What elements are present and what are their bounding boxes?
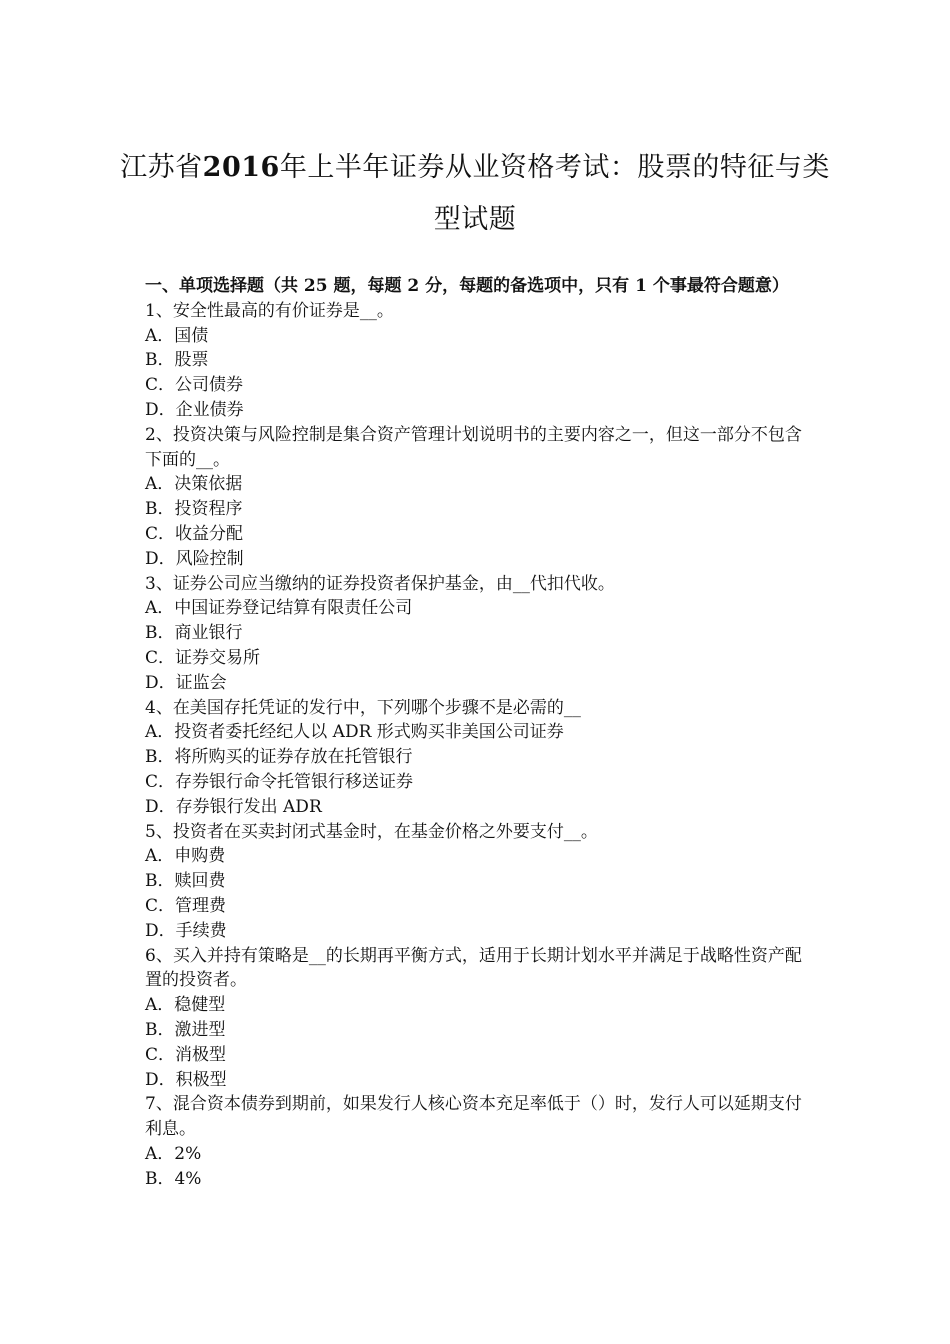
- answer-option: C．存券银行命令托管银行移送证券: [145, 771, 414, 792]
- answer-option: A．投资者委托经纪人以 ADR 形式购买非美国公司证券: [145, 722, 564, 743]
- answer-option: D．证监会: [145, 672, 227, 693]
- title-year: 2016: [202, 152, 280, 183]
- question-stem: 4、在美国存托凭证的发行中，下列哪个步骤不是必需的__: [145, 697, 581, 718]
- answer-option: D．积极型: [145, 1069, 227, 1090]
- question-stem: 2、投资决策与风险控制是集合资产管理计划说明书的主要内容之一，但这一部分不包含下面的__。: [145, 424, 802, 470]
- answer-option: C．证券交易所: [145, 647, 261, 668]
- question-stem: 3、证券公司应当缴纳的证券投资者保护基金，由__代扣代收。: [145, 573, 615, 594]
- answer-option: B．股票: [145, 350, 209, 371]
- question-block: [145, 944, 810, 1093]
- answer-option: C．消极型: [145, 1044, 227, 1065]
- answer-option: A．决策依据: [145, 474, 243, 495]
- question-block: [145, 572, 810, 696]
- question-list: [145, 299, 810, 1192]
- question-stem: 6、买入并持有策略是__的长期再平衡方式，适用于长期计划水平并满足于战略性资产配置的投资者。: [145, 945, 802, 991]
- answer-option: B．4%: [145, 1168, 202, 1189]
- question-stem: 7、混合资本债券到期前，如果发行人核心资本充足率低于（）时，发行人可以延期支付利息。: [145, 1094, 802, 1140]
- question-block: [145, 696, 810, 820]
- document-title: [120, 142, 830, 246]
- answer-option: A．申购费: [145, 846, 226, 867]
- answer-option: B．赎回费: [145, 871, 226, 892]
- answer-option: A．国债: [145, 325, 209, 346]
- section-heading: 一、单项选择题（共 25 题，每题 2 分，每题的备选项中，只有 1 个事最符合题意）: [145, 276, 789, 296]
- document-body: [145, 274, 810, 1191]
- question-block: [145, 1092, 810, 1191]
- answer-option: B．激进型: [145, 1019, 226, 1040]
- answer-option: C．收益分配: [145, 523, 244, 544]
- answer-option: C．公司债券: [145, 375, 244, 396]
- answer-option: D．风险控制: [145, 548, 244, 569]
- question-stem: 5、投资者在买卖封闭式基金时，在基金价格之外要支付__。: [145, 821, 598, 842]
- question-block: [145, 820, 810, 944]
- answer-option: A．稳健型: [145, 995, 226, 1016]
- title-part1: 江苏省: [120, 152, 203, 183]
- answer-option: B．投资程序: [145, 499, 243, 520]
- question-block: [145, 423, 810, 572]
- answer-option: B．将所购买的证券存放在托管银行: [145, 747, 413, 768]
- answer-option: A．2%: [145, 1143, 202, 1164]
- answer-option: B．商业银行: [145, 623, 243, 644]
- title-part2: 年上半年证券从业资格考试：股票的特征与类型试题: [279, 152, 830, 235]
- answer-option: A．中国证券登记结算有限责任公司: [145, 598, 413, 619]
- question-block: [145, 299, 810, 423]
- answer-option: D．存券银行发出 ADR: [145, 796, 322, 817]
- question-stem: 1、安全性最高的有价证券是__。: [145, 300, 394, 321]
- answer-option: C．管理费: [145, 895, 227, 916]
- answer-option: D．企业债券: [145, 399, 244, 420]
- answer-option: D．手续费: [145, 920, 227, 941]
